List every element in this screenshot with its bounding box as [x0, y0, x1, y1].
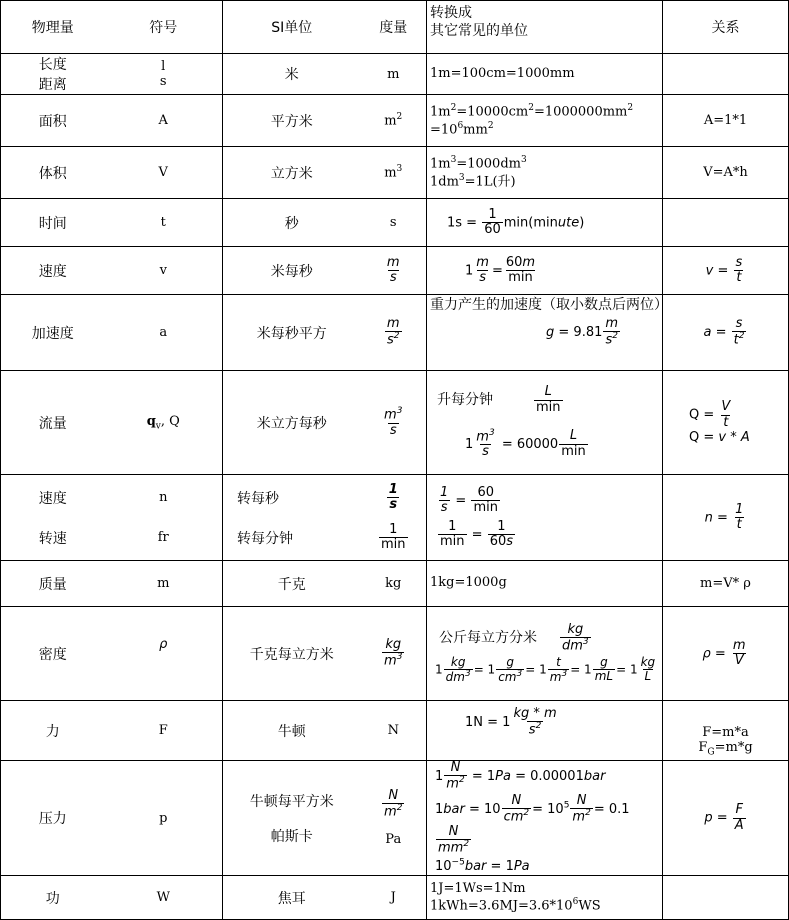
relation-length [663, 54, 789, 95]
convert-accel-text: 重力产生的加速度（取小数点后两位） [430, 297, 668, 313]
row-work [1, 876, 789, 920]
unit-meter: 米 [223, 54, 361, 95]
row-flow [1, 371, 789, 475]
quantity-work: 功 [1, 876, 105, 920]
unit-rotation-cell [223, 475, 361, 561]
symbol-v: V [105, 147, 223, 199]
unit-meter-per-second: 米每秒 [223, 247, 361, 295]
convert-density: 公斤每立方分米 $\frac{kg}{dm^3}$ 1 $\frac{kg}{dm^3}$ = 1 $\frac{g}{cm^3}$ = 1 $\frac{t}{m^3}$ = 1 $\frac{g}{mL}$ = 1 $\frac{kg}{L}$ [427, 607, 663, 701]
quantity-area: 面积 [1, 95, 105, 147]
quantity-speed2: 速度 [38, 490, 67, 507]
unit-newton: 牛顿 [223, 701, 361, 761]
row-rotation [1, 475, 789, 561]
row-acceleration [1, 295, 789, 371]
quantity-cell [1, 54, 105, 95]
header-relation: 关系 [663, 1, 789, 54]
header-convert-line2: 其它常见的单位 [430, 22, 528, 39]
quantity-mass: 质量 [1, 561, 105, 607]
unit-cubic-meter: 立方米 [223, 147, 361, 199]
symbol-n: n [159, 490, 168, 505]
relation-time [663, 199, 789, 247]
measure-m: m [361, 54, 427, 95]
symbol-rho: ρ [105, 607, 223, 701]
row-mass [1, 561, 789, 607]
quantity-speed: 速度 [1, 247, 105, 295]
quantity-acceleration: 加速度 [1, 295, 105, 371]
unit-meter-per-second-squared: 米每秒平方 [223, 295, 361, 371]
relation-flow: Q = $\frac{V}{t}$ Q = v * A [663, 371, 789, 475]
measure-j: J [361, 876, 427, 920]
row-pressure [1, 761, 789, 876]
symbol-w: W [105, 876, 223, 920]
quantity-rotation-cell [1, 475, 105, 561]
relation-acceleration: a = $\frac{s}{t^2}$ [663, 295, 789, 371]
convert-acceleration: 重力产生的加速度（取小数点后两位） g = 9.81 $\frac{m}{s^2}$ [427, 295, 663, 371]
relation-pressure: p = $\frac{F}{A}$ [663, 761, 789, 876]
convert-work [427, 876, 663, 920]
unit-newton-per-square-meter: 牛顿每平方米 [249, 793, 334, 810]
unit-kilogram: 千克 [223, 561, 361, 607]
measure-n: N [361, 701, 427, 761]
relation-force [663, 701, 789, 761]
unit-rev-per-minute: 转每分钟 [237, 530, 293, 547]
relation-speed: v = $\frac{s}{t}$ [663, 247, 789, 295]
relation-mass: m=V* ρ [663, 561, 789, 607]
symbol-f: F [105, 701, 223, 761]
symbol-l: l [161, 59, 166, 74]
header-symbol: 符号 [105, 1, 223, 54]
measure-pressure-cell: $\frac{N}{m^2}$ Pa [361, 761, 427, 876]
convert-area: $1m^2=10000cm^2=1000000mm^2$ $=10^6mm^2$ [427, 95, 663, 147]
unit-pressure-cell [223, 761, 361, 876]
convert-flow: 升每分钟 $\frac{L}{\min}$ 1 $\frac{m^3}{s}$ = 60000 $\frac{L}{\min}$ [427, 371, 663, 475]
symbol-p: p [105, 761, 223, 876]
measure-base: m [384, 165, 397, 181]
measure-rotation-cell: $\frac{1}{s}$ $\frac{1}{\min}$ [361, 475, 427, 561]
quantity-length: 长度 [38, 57, 67, 73]
header-measure: 度量 [361, 1, 427, 54]
quantity-force: 力 [1, 701, 105, 761]
unit-square-meter: 平方米 [223, 95, 361, 147]
quantity-volume: 体积 [1, 147, 105, 199]
unit-cubic-meter-per-second: 米立方每秒 [223, 371, 361, 475]
quantity-rotational-speed: 转速 [38, 530, 67, 547]
convert-length: 1m=100cm=1000mm [427, 54, 663, 95]
measure-pa: Pa [385, 832, 402, 848]
measure-m3-per-s: $\frac{m^3}{s}$ [361, 371, 427, 475]
convert-rotation: $\frac{1}{s}$ = $\frac{60}{\min}$ $\frac{1}{\min}$ = $\frac{1}{60s}$ [427, 475, 663, 561]
symbol-cell [105, 54, 223, 95]
row-length [1, 54, 789, 95]
row-area [1, 95, 789, 147]
symbol-v-lower: v [105, 247, 223, 295]
symbol-m: m [105, 561, 223, 607]
convert-density-text: 公斤每立方分米 [439, 629, 537, 646]
relation-area: A=1*1 [663, 95, 789, 147]
convert-mass: 1kg=1000g [427, 561, 663, 607]
row-volume [1, 147, 789, 199]
measure-sup: 2 [396, 112, 403, 123]
measure-s: s [361, 199, 427, 247]
unit-second: 秒 [223, 199, 361, 247]
header-quantity: 物理量 [1, 1, 105, 54]
header-si-unit: SI单位 [223, 1, 361, 54]
quantity-pressure: 压力 [1, 761, 105, 876]
symbol-a-lower: a [105, 295, 223, 371]
relation-work [663, 876, 789, 920]
convert-pressure: 1 $\frac{N}{m^2}$ = 1Pa = 0.00001bar 1bar = 10 $\frac{N}{cm^2}$ = $10^5$ $\frac{N}{m^2}$ = 0.1 $\frac{N}{mm^2}$ $10^{-5}bar = 1Pa$ [427, 761, 663, 876]
symbol-s: s [159, 74, 167, 89]
convert-force: 1N = 1 $\frac{kg * m}{s^2}$ [427, 701, 663, 761]
measure-m2 [361, 95, 427, 147]
symbol-rotation-cell [105, 475, 223, 561]
row-force [1, 701, 789, 761]
row-density [1, 607, 789, 701]
quantity-density: 密度 [1, 607, 105, 701]
symbol-tail: , Q [160, 413, 180, 429]
row-speed [1, 247, 789, 295]
relation-rotation: n = $\frac{1}{t}$ [663, 475, 789, 561]
convert-work-1: 1J=1Ws=1Nm [430, 880, 526, 896]
relation-force-1: F=m*a [702, 725, 749, 741]
convert-volume: $1m^3=1000dm^3$ $1dm^3=1L$(升) [427, 147, 663, 199]
header-row [1, 1, 789, 54]
unit-kg-per-cubic-meter: 千克每立方米 [223, 607, 361, 701]
quantity-distance: 距离 [38, 77, 67, 93]
measure-m-per-s2: $\frac{m}{s^2}$ [361, 295, 427, 371]
convert-flow-text: 升每分钟 [437, 391, 493, 408]
symbol-sub: v [155, 421, 161, 432]
measure-m3 [361, 147, 427, 199]
header-convert-line1: 转换成 [430, 5, 472, 21]
symbol-qv: $q_v$, Q [105, 371, 223, 475]
measure-kg: kg [361, 561, 427, 607]
relation-force-2: $F_G=m*g$ [698, 740, 753, 758]
measure-base: m [384, 113, 397, 129]
measure-m-per-s: $\frac{m}{s}$ [361, 247, 427, 295]
symbol-t: t [105, 199, 223, 247]
unit-pascal: 帕斯卡 [270, 828, 313, 845]
convert-speed: 1 $\frac{m}{s}$ = $\frac{60m}{\min}$ [427, 247, 663, 295]
symbol-fr: fr [157, 530, 169, 545]
relation-volume: V=A*h [663, 147, 789, 199]
row-time [1, 199, 789, 247]
convert-time: 1s = $\frac{1}{60}$ min(minute) [427, 199, 663, 247]
header-convert [427, 1, 663, 54]
quantity-time: 时间 [1, 199, 105, 247]
quantity-flow: 流量 [1, 371, 105, 475]
unit-joule: 焦耳 [223, 876, 361, 920]
measure-sup: 3 [396, 164, 403, 175]
symbol-a: A [105, 95, 223, 147]
relation-density: ρ = $\frac{m}{V}$ [663, 607, 789, 701]
unit-rev-per-second: 转每秒 [237, 490, 279, 507]
measure-kg-per-m3: $\frac{kg}{m^3}$ [361, 607, 427, 701]
convert-work-2: $1kWh=3.6MJ=3.6*10^6WS$ [430, 897, 601, 914]
